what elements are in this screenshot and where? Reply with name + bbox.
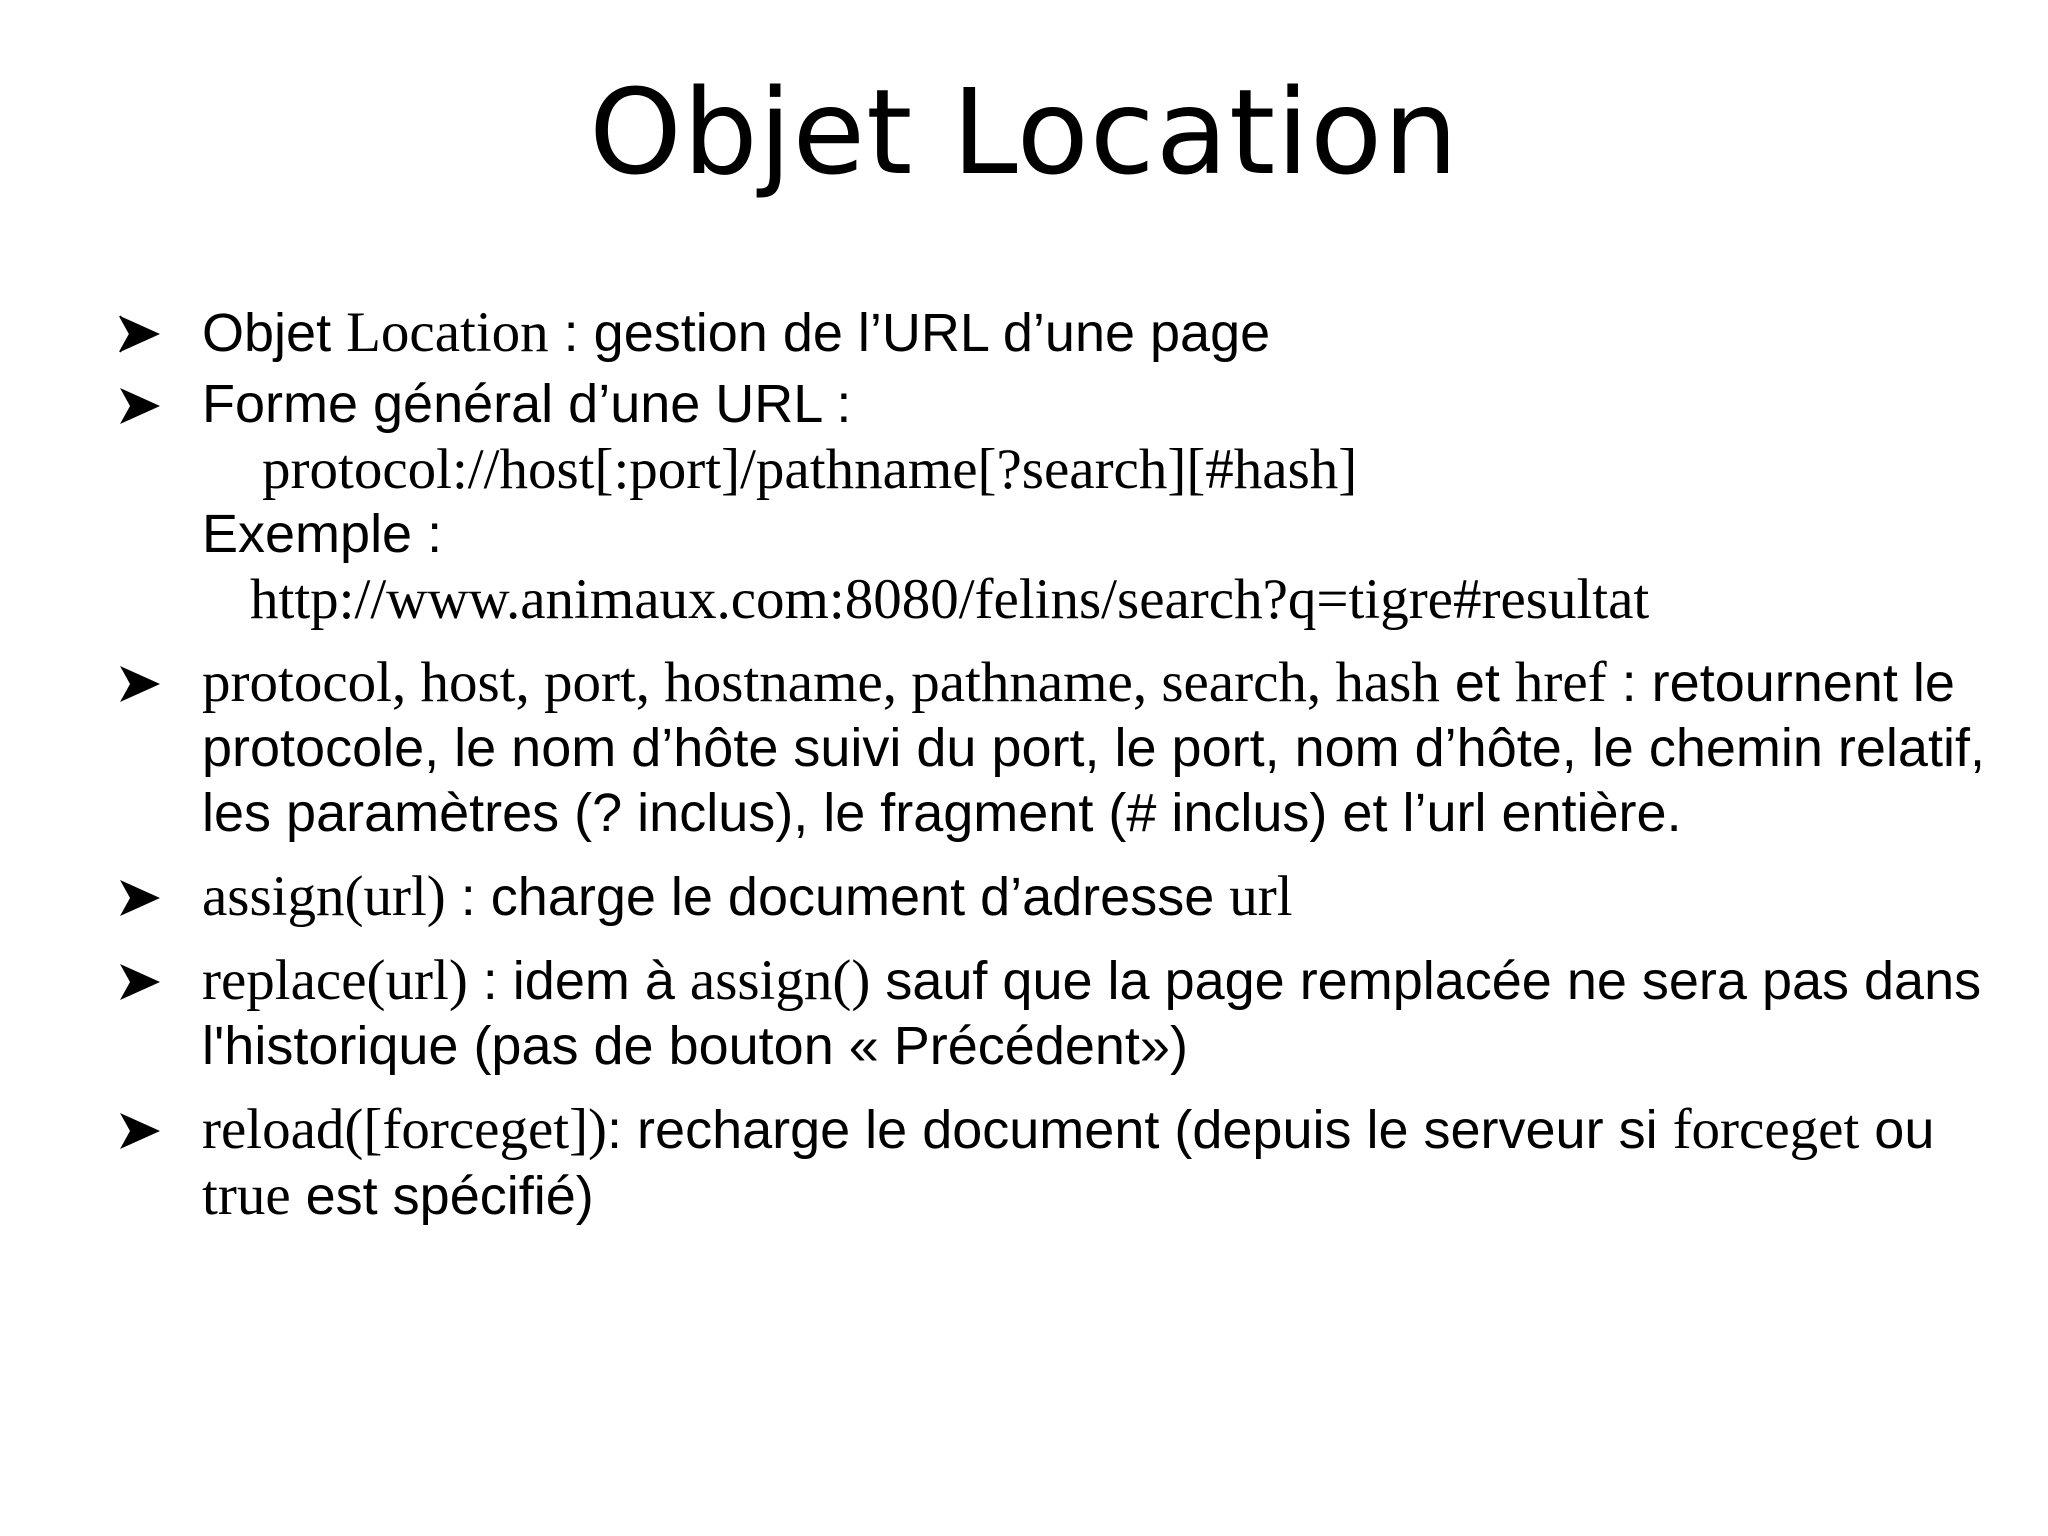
arrowhead-bullet-icon [118, 386, 162, 426]
arrowhead-bullet-icon [118, 314, 162, 354]
bullet-text: : gestion de l’URL d’une page [548, 303, 1271, 363]
bullet-code: true [202, 1164, 291, 1227]
bullet-item [118, 372, 1998, 632]
bullet-code: protocol, host, port, hostname, pathname, search, hash [202, 651, 1440, 714]
bullet-code: assign() [689, 949, 871, 1012]
example-label: Exemple : [202, 504, 443, 564]
bullet-item [118, 864, 1998, 930]
arrowhead-bullet-icon [118, 1111, 162, 1151]
bullet-text: : charge le document d’adresse [445, 867, 1230, 927]
bullet-code: href [1514, 651, 1607, 714]
bullet-text: est spécifié) [290, 1166, 594, 1226]
bullet-text: Forme général d’une URL : [202, 374, 852, 434]
bullet-code: url [1229, 865, 1293, 928]
bullet-text: ou [1859, 1100, 1935, 1160]
arrowhead-bullet-icon [118, 664, 162, 704]
url-syntax: protocol://host[:port]/pathname[?search][#hash] [262, 438, 1358, 501]
slide-title: Objet Location [588, 63, 1460, 201]
bullet-item [118, 650, 1998, 846]
bullet-code: Location [346, 301, 549, 364]
arrowhead-bullet-icon [118, 878, 162, 918]
bullet-item [118, 300, 1998, 366]
bullet-text: et [1439, 653, 1515, 713]
bullet-list [118, 300, 1998, 1247]
bullet-item [118, 948, 1998, 1079]
bullet-code: replace(url) [202, 949, 468, 1012]
bullet-item [118, 1097, 1998, 1229]
bullet-text: : recharge le document (depuis le serveur si [607, 1100, 1673, 1160]
example-url: http://www.animaux.com:8080/felins/search?q=tigre#resultat [250, 568, 1650, 631]
bullet-code: reload([forceget]) [202, 1098, 608, 1161]
bullet-text: sauf que la page remplacée ne sera pas dans l'historique (pas de bouton « Précédent») [202, 951, 1982, 1076]
bullet-text: : retournent le protocole, le nom d’hôte suivi du port, le port, nom d’hôte, le chemin relatif, les paramètres (? inclus), le fragment (# inclus) et l’url entière. [202, 653, 1985, 843]
bullet-code: assign(url) [202, 865, 446, 928]
bullet-text: Objet [202, 303, 347, 363]
bullet-text: : idem à [467, 951, 690, 1011]
arrowhead-bullet-icon [118, 962, 162, 1002]
bullet-code: forceget [1672, 1098, 1860, 1161]
